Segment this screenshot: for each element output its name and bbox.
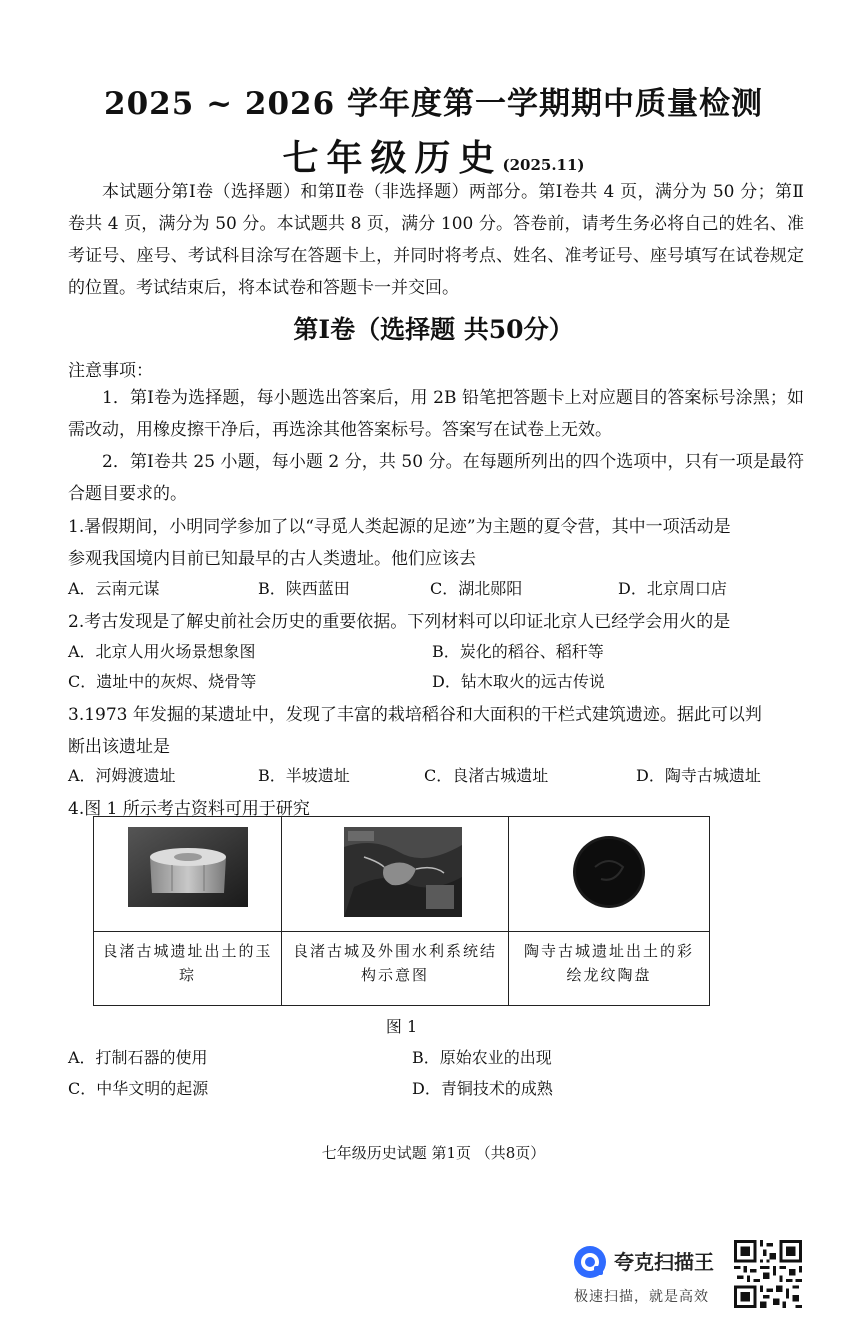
q1-option-a: A．云南元谋 bbox=[68, 579, 160, 598]
figure-caption-2: 良渚古城及外围水利系统结构示意图 bbox=[292, 942, 497, 984]
q3-option-a: A．河姆渡遗址 bbox=[68, 766, 176, 785]
q2-option-d: D．钻木取火的远古传说 bbox=[432, 672, 605, 691]
q3-option-d: D．陶寺古城遗址 bbox=[636, 766, 761, 785]
q1-option-c: C．湖北郧阳 bbox=[430, 579, 523, 598]
q1-option-b: B．陕西蓝田 bbox=[258, 579, 350, 598]
exam-date: (2025.11) bbox=[502, 156, 585, 174]
jade-cong-image bbox=[128, 827, 248, 907]
figure-cell-jade-cong bbox=[94, 817, 282, 1005]
intro-paragraph: 本试题分第Ⅰ卷（选择题）和第Ⅱ卷（非选择题）两部分。第Ⅰ卷共 4 页，满分为 50 分；第Ⅱ卷共 4 页，满分为 50 分。本试题共 8 页，满分 100 分。答卷前，请考生务必将自己的姓名、准考证号、座号、考试科目涂写在答题卡上，并同时将考点、姓名、准考证号、座号填写在试卷规定的位置。考试结束后，将本试卷和答题卡一并交回。 bbox=[68, 182, 804, 298]
q4-stem: 4.图 1 所示考古资料可用于研究 bbox=[68, 799, 310, 819]
q4-option-a: A．打制石器的使用 bbox=[68, 1048, 208, 1067]
q2-option-b: B．炭化的稻谷、稻秆等 bbox=[432, 642, 604, 661]
figure-cell-liangzhu-map bbox=[282, 817, 509, 1005]
qr-code-icon bbox=[734, 1240, 802, 1308]
q4-option-b: B．原始农业的出现 bbox=[412, 1048, 552, 1067]
q4-option-c: C．中华文明的起源 bbox=[68, 1079, 209, 1098]
figure-label: 图 1 bbox=[385, 1017, 418, 1036]
q3-stem-line1: 3.1973 年发掘的某遗址中，发现了丰富的栽培稻谷和大面积的干栏式建筑遗迹。据此可以判 bbox=[68, 705, 762, 725]
scanner-watermark bbox=[572, 1244, 732, 1310]
q1-stem-line2: 参观我国境内目前已知最早的古人类遗址。他们应该去 bbox=[68, 549, 476, 569]
q1-option-d: D．北京周口店 bbox=[618, 579, 727, 598]
notes-item-1: 1．第Ⅰ卷为选择题，每小题选出答案后，用 2B 铅笔把答题卡上对应题目的答案标号涂黑；如需改动，用橡皮擦干净后，再选涂其他答案标号。答案写在试卷上无效。 bbox=[68, 388, 804, 440]
q2-option-c: C．遗址中的灰烬、烧骨等 bbox=[68, 672, 257, 691]
section-title: 第Ⅰ卷（选择题 共50分） bbox=[293, 315, 574, 344]
q1-stem-line1: 1.暑假期间，小明同学参加了以“寻觅人类起源的足迹”为主题的夏令营，其中一项活动是 bbox=[68, 517, 731, 537]
q2-option-a: A．北京人用火场景想象图 bbox=[68, 642, 256, 661]
subject-name: 七年级历史 bbox=[282, 137, 503, 179]
q3-stem-line2: 断出该遗址是 bbox=[68, 737, 170, 757]
q3-option-c: C．良渚古城遗址 bbox=[424, 766, 549, 785]
subject-title bbox=[0, 130, 867, 181]
scanner-brand-name: 夸克扫描王 bbox=[614, 1250, 714, 1274]
figure-caption-3: 陶寺古城遗址出土的彩绘龙纹陶盘 bbox=[523, 942, 694, 984]
scanner-slogan: 极速扫描，就是高效 bbox=[574, 1289, 709, 1305]
painted-plate-image bbox=[565, 827, 653, 917]
notes-item-2: 2．第Ⅰ卷共 25 小题，每小题 2 分，共 50 分。在每题所列出的四个选项中，只有一项是最符合题目要求的。 bbox=[68, 452, 804, 504]
q2-stem: 2.考古发现是了解史前社会历史的重要依据。下列材料可以印证北京人已经学会用火的是 bbox=[68, 612, 731, 632]
notes-heading: 注意事项： bbox=[68, 361, 153, 381]
scanner-logo-icon bbox=[572, 1244, 608, 1280]
liangzhu-map-image bbox=[344, 827, 462, 917]
figure-1-table bbox=[93, 816, 710, 1006]
figure-cell-taosi-plate bbox=[509, 817, 709, 1005]
exam-title: 2025 ~ 2026 学年度第一学期期中质量检测 bbox=[104, 86, 763, 122]
q3-option-b: B．半坡遗址 bbox=[258, 766, 350, 785]
page-footer: 七年级历史试题 第1页 （共8页） bbox=[321, 1144, 546, 1162]
q4-option-d: D．青铜技术的成熟 bbox=[412, 1079, 553, 1098]
figure-caption-1: 良渚古城遗址出土的玉琮 bbox=[102, 942, 273, 984]
